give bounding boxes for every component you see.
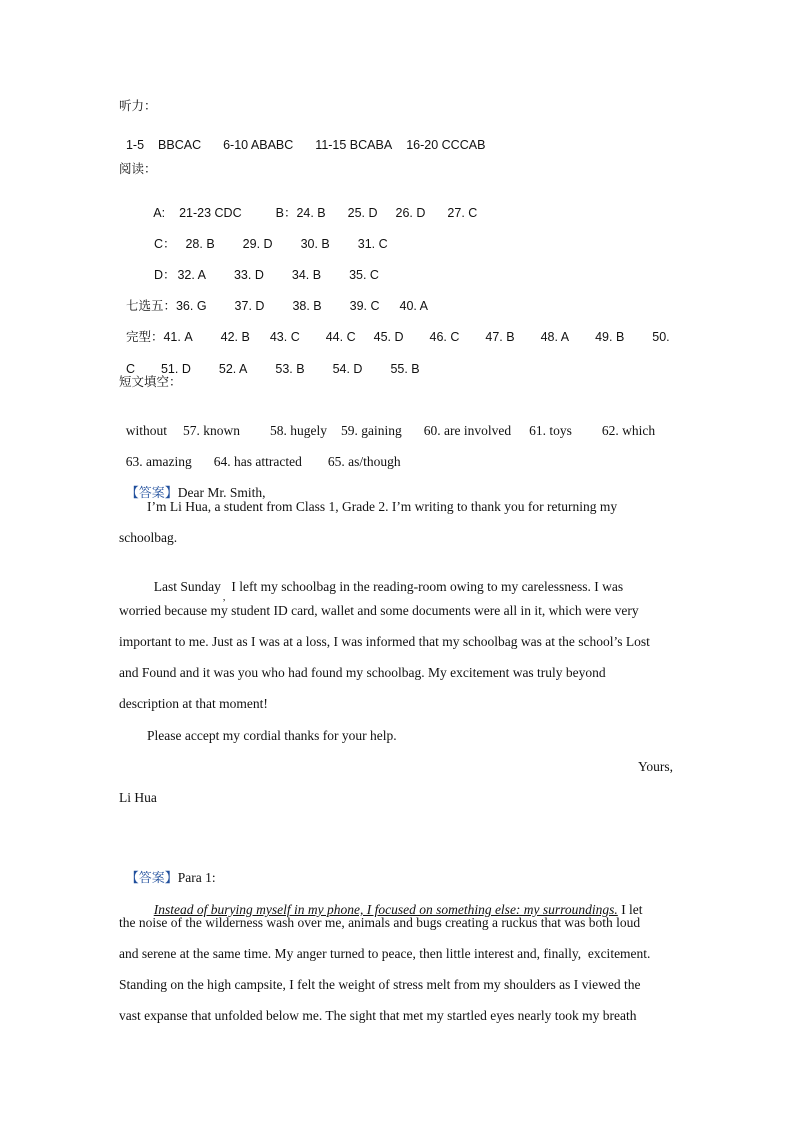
grammar-fill-answer: 60. are involved bbox=[423, 423, 512, 438]
cloze-answer: 54. D bbox=[332, 362, 363, 376]
seven-five-answer: 36. G bbox=[175, 299, 207, 313]
letter-closing: Yours, bbox=[637, 759, 673, 774]
seven-five-answer: 39. C bbox=[349, 299, 380, 313]
reading-answer: 32. A bbox=[177, 268, 206, 282]
letter-text-segment: Last Sunday bbox=[153, 579, 221, 594]
letter-signature: Li Hua bbox=[119, 790, 157, 805]
letter-text-line: Please accept my cordial thanks for your help. bbox=[147, 728, 397, 743]
seven-five-answer: 37. D bbox=[234, 299, 265, 313]
grammar-fill-answer: 64. has attracted bbox=[213, 454, 302, 469]
continuation-text-line: vast expanse that unfolded below me. The sight that met my startled eyes nearly took my breath bbox=[119, 1008, 637, 1023]
continuation-text-line: the noise of the wilderness wash over me, animals and bugs creating a ruckus that was both loud bbox=[119, 915, 641, 930]
cloze-answer: 52. A bbox=[218, 362, 248, 376]
cloze-answer: 42. B bbox=[220, 330, 250, 344]
reading-label: A: bbox=[153, 206, 166, 220]
continuation-text-segment: I let bbox=[617, 902, 643, 917]
continuation-heading: Para 1: bbox=[177, 870, 216, 885]
letter-text-line: important to me. Just as I was at a loss, I was informed that my schoolbag was at the school’s Lost bbox=[119, 634, 650, 649]
listening-answer-group: BBCAC bbox=[158, 138, 202, 152]
cloze-answer: 48. A bbox=[540, 330, 570, 344]
reading-answer: 26. D bbox=[395, 206, 426, 220]
reading-answer: 27. C bbox=[447, 206, 478, 220]
cloze-row-1 bbox=[119, 310, 670, 346]
letter-text-line bbox=[147, 560, 624, 603]
cloze-answer: 41. A bbox=[163, 330, 193, 344]
answer-tag: 【答案】 bbox=[125, 486, 178, 501]
reading-answer: 31. C bbox=[357, 237, 388, 251]
cloze-answer: 49. B bbox=[595, 330, 625, 344]
listening-answer-group: 11-15 BCABA bbox=[315, 138, 393, 152]
grammar-fill-answer: 58. hugely bbox=[270, 423, 328, 438]
grammar-fill-answer: without bbox=[125, 423, 168, 438]
cloze-answer: 45. D bbox=[373, 330, 404, 344]
grammar-fill-answer: 65. as/though bbox=[327, 454, 401, 469]
cloze-answer: C bbox=[125, 362, 135, 376]
cloze-answer: 50. bbox=[652, 330, 670, 344]
grammar-fill-title: 短文填空： bbox=[119, 375, 182, 389]
letter-text-line: worried because my student ID card, wallet and some documents were all in it, which were very bbox=[119, 603, 639, 618]
listening-answers bbox=[119, 118, 485, 154]
reading-answer: 21-23 CDC bbox=[179, 206, 242, 220]
seven-five-label: 七选五： bbox=[125, 299, 176, 313]
cloze-answer: 47. B bbox=[485, 330, 515, 344]
reading-answer: 25. D bbox=[347, 206, 378, 220]
grammar-fill-answer: 61. toys bbox=[529, 423, 572, 438]
cloze-answer: 43. C bbox=[269, 330, 300, 344]
cloze-answer: 46. C bbox=[429, 330, 460, 344]
listening-answer-group: 1-5 bbox=[125, 138, 145, 152]
reading-answer: 29. D bbox=[242, 237, 273, 251]
letter-salutation: Dear Mr. Smith, bbox=[177, 485, 266, 500]
listening-answer-group: 6-10 ABABC bbox=[223, 138, 294, 152]
grammar-fill-answer: 62. which bbox=[601, 423, 656, 438]
reading-label: C： bbox=[153, 237, 176, 251]
letter-text-segment: I left my schoolbag in the reading-room owing to my carelessness. I was bbox=[231, 579, 624, 594]
letter-text-line: I’m Li Hua, a student from Class 1, Grade 2. I’m writing to thank you for returning my bbox=[147, 499, 618, 514]
letter-text-line: schoolbag. bbox=[119, 530, 178, 545]
reading-answer: 30. B bbox=[300, 237, 330, 251]
cloze-answer: 51. D bbox=[160, 362, 191, 376]
cloze-label: 完型： bbox=[125, 330, 164, 344]
reading-answer: 28. B bbox=[185, 237, 215, 251]
reading-answer: B：24. B bbox=[275, 206, 326, 220]
reading-title: 阅读： bbox=[119, 162, 157, 176]
reading-label: D： bbox=[153, 268, 176, 282]
listening-title: 听力： bbox=[119, 99, 157, 113]
reading-answer: 35. C bbox=[349, 268, 379, 282]
listening-answer-group: 16-20 CCCAB bbox=[406, 138, 486, 152]
cloze-answer: 55. B bbox=[390, 362, 420, 376]
letter-text-line: and Found and it was you who had found my schoolbag. My excitement was truly beyond bbox=[119, 665, 606, 680]
grammar-fill-answer: 63. amazing bbox=[125, 454, 192, 469]
grammar-fill-answer: 59. gaining bbox=[341, 423, 402, 438]
seven-five-answer: 40. A bbox=[399, 299, 429, 313]
cloze-answer: 53. B bbox=[275, 362, 305, 376]
answer-tag: 【答案】 bbox=[125, 871, 178, 886]
letter-text-line: description at that moment! bbox=[119, 696, 268, 711]
stray-comma: , bbox=[222, 592, 226, 603]
cloze-answer: 44. C bbox=[325, 330, 356, 344]
seven-five-answer: 38. B bbox=[292, 299, 322, 313]
reading-answer: 33. D bbox=[233, 268, 264, 282]
reading-answer: 34. B bbox=[291, 268, 322, 282]
grammar-fill-answer: 57. known bbox=[183, 423, 241, 438]
continuation-italic-sentence: Instead of burying myself in my phone, I focused on something else: my surroundings. bbox=[153, 902, 618, 917]
continuation-text-line: Standing on the high campsite, I felt the weight of stress melt from my shoulders as I viewed the bbox=[119, 977, 641, 992]
continuation-text-line: and serene at the same time. My anger turned to peace, then little interest and, finally, excitement. bbox=[119, 946, 651, 961]
